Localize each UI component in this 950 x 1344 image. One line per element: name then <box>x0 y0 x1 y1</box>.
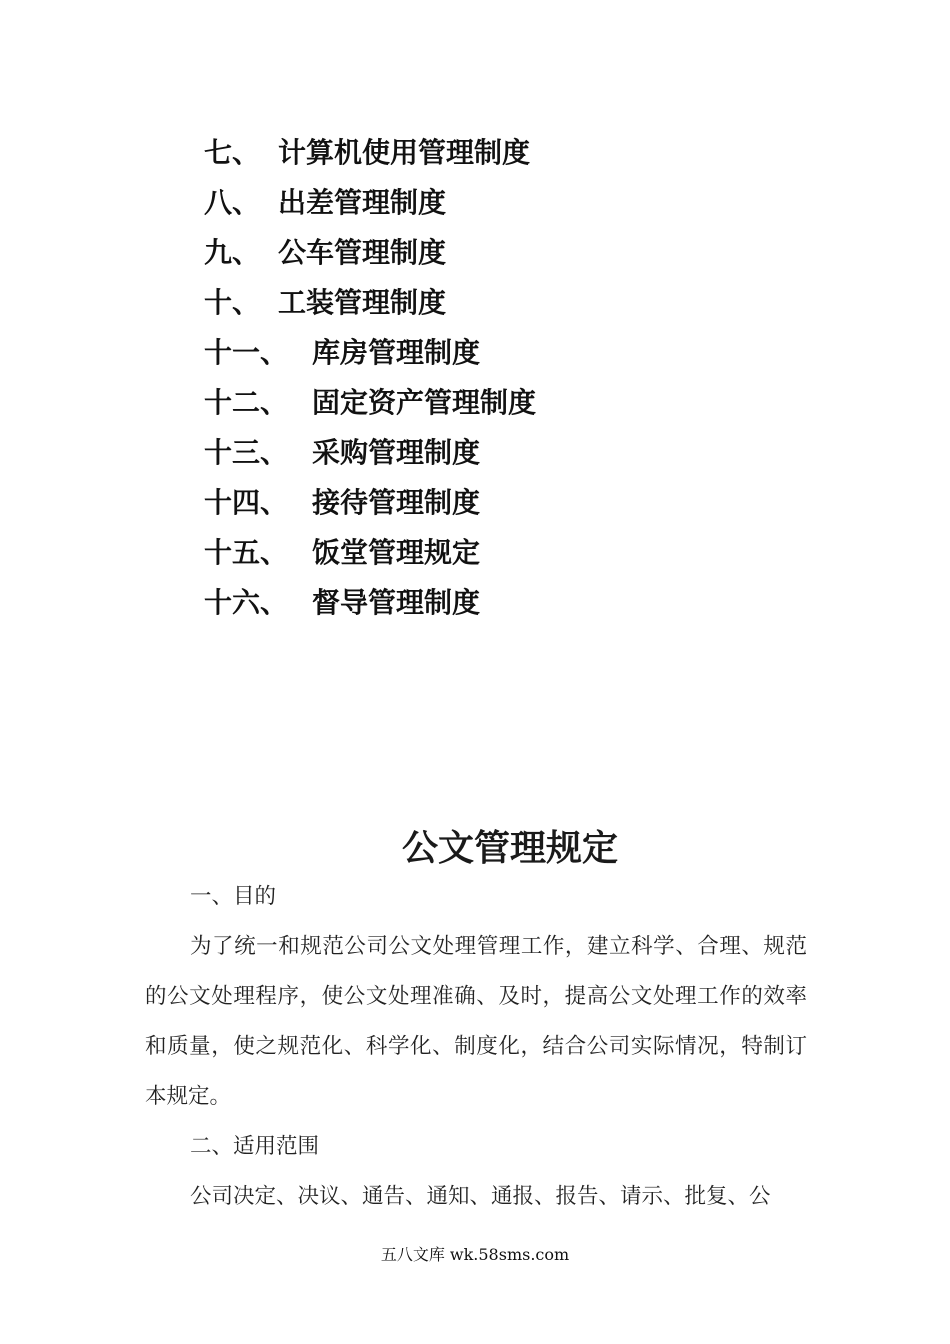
toc-item <box>204 478 536 528</box>
section-heading: 一、目的 <box>190 884 277 909</box>
document-title: 公文管理规定 <box>401 827 618 869</box>
document-body <box>145 872 807 1222</box>
toc-item-title: 接待管理制度 <box>312 486 481 519</box>
toc-item-title: 督导管理制度 <box>312 586 481 619</box>
toc-item <box>204 528 536 578</box>
toc-item <box>204 428 536 478</box>
toc-item-title: 固定资产管理制度 <box>312 386 537 419</box>
table-of-contents <box>204 128 536 628</box>
toc-item-number: 十、 <box>204 286 261 319</box>
toc-item <box>204 178 536 228</box>
paragraph: 公司决定、决议、通告、通知、通报、报告、请示、批复、公 <box>190 1184 771 1209</box>
paragraph: 为了统一和规范公司公文处理管理工作，建立科学、合理、规范的公文处理程序，使公文处理准确、及时，提高公文处理工作的效率和质量，使之规范化、科学化、制度化，结合公司实际情况，特制订本规定。 <box>145 934 807 1109</box>
toc-item-number: 十二、 <box>204 386 289 419</box>
toc-item-title: 公车管理制度 <box>278 236 447 269</box>
section-heading: 二、适用范围 <box>190 1134 320 1159</box>
toc-item-title: 采购管理制度 <box>312 436 481 469</box>
page-footer: 五八文库 wk.58sms.com <box>380 1245 570 1264</box>
toc-item-title: 库房管理制度 <box>312 336 481 369</box>
toc-item-number: 十三、 <box>204 436 289 469</box>
toc-item-number: 七、 <box>204 136 261 169</box>
toc-item-number: 九、 <box>204 236 261 269</box>
toc-item <box>204 278 536 328</box>
toc-item-number: 十一、 <box>204 336 289 369</box>
toc-item-title: 饭堂管理规定 <box>312 536 481 569</box>
toc-item-number: 八、 <box>204 186 261 219</box>
toc-item <box>204 578 536 628</box>
toc-item-title: 计算机使用管理制度 <box>278 136 531 169</box>
toc-item-number: 十六、 <box>204 586 289 619</box>
toc-item <box>204 128 536 178</box>
toc-item-title: 出差管理制度 <box>278 186 447 219</box>
toc-item <box>204 328 536 378</box>
toc-item-number: 十五、 <box>204 536 289 569</box>
toc-item-title: 工装管理制度 <box>278 286 447 319</box>
toc-item <box>204 378 536 428</box>
toc-item <box>204 228 536 278</box>
toc-item-number: 十四、 <box>204 486 289 519</box>
